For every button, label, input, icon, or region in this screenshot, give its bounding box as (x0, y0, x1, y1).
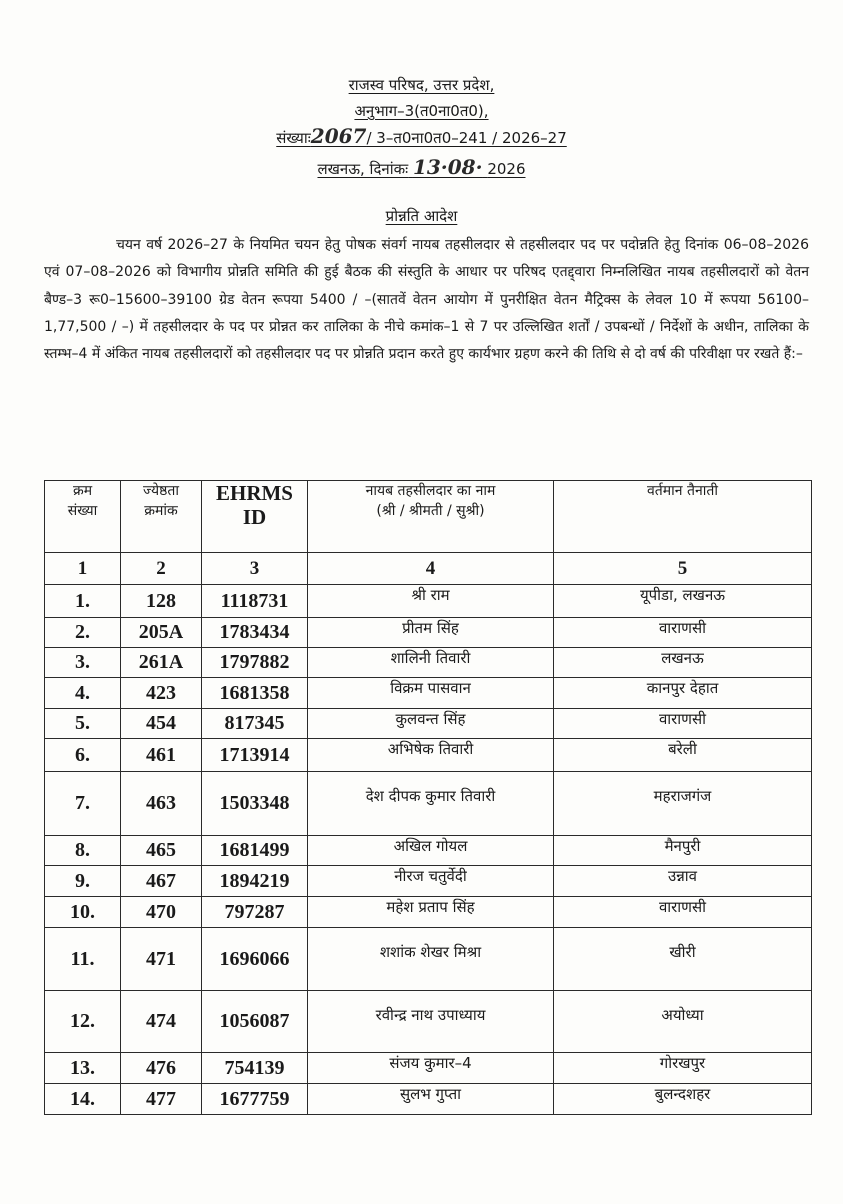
serial-number: 11. (45, 928, 121, 991)
current-posting: वाराणसी (554, 897, 812, 928)
promotion-table (44, 480, 812, 1115)
table-row (45, 866, 812, 897)
current-posting: गोरखपुर (554, 1053, 812, 1084)
reference-label: संख्याः (276, 129, 311, 147)
officer-name: संजय कुमार–4 (308, 1053, 554, 1084)
current-posting: वाराणसी (554, 618, 812, 648)
current-posting: उन्नाव (554, 866, 812, 897)
officer-name: सुलभ गुप्ता (308, 1084, 554, 1115)
table-row (45, 1084, 812, 1115)
seniority-number: 465 (121, 836, 202, 866)
order-title: प्रोन्नति आदेश (385, 207, 458, 225)
ehrms-id: 1696066 (202, 928, 308, 991)
seniority-number: 470 (121, 897, 202, 928)
ehrms-id: 1783434 (202, 618, 308, 648)
ehrms-id: 1677759 (202, 1084, 308, 1115)
handwritten-date: 13·08· (412, 155, 483, 179)
header-name (308, 481, 554, 553)
officer-name: विक्रम पासवान (308, 678, 554, 709)
table-row (45, 772, 812, 836)
header-name-line1: नायब तहसीलदार का नाम (365, 483, 496, 499)
officer-name: शशांक शेखर मिश्रा (308, 928, 554, 991)
serial-number: 8. (45, 836, 121, 866)
ehrms-id: 1681499 (202, 836, 308, 866)
table-row (45, 836, 812, 866)
table-row (45, 928, 812, 991)
officer-name: रवीन्द्र नाथ उपाध्याय (308, 991, 554, 1053)
seniority-number: 467 (121, 866, 202, 897)
date-year: 2026 (487, 160, 526, 178)
header-serial-number (45, 481, 121, 553)
current-posting: कानपुर देहात (554, 678, 812, 709)
ehrms-id: 754139 (202, 1053, 308, 1084)
table-row (45, 648, 812, 678)
issue-date-line (317, 155, 526, 179)
seniority-number: 476 (121, 1053, 202, 1084)
ehrms-id: 1894219 (202, 866, 308, 897)
seniority-number: 474 (121, 991, 202, 1053)
serial-number: 9. (45, 866, 121, 897)
current-posting: मैनपुरी (554, 836, 812, 866)
current-posting: बुलन्दशहर (554, 1084, 812, 1115)
ehrms-id: 1056087 (202, 991, 308, 1053)
serial-number: 6. (45, 739, 121, 772)
header-serial-line2: संख्या (67, 503, 98, 519)
column-number: 4 (308, 553, 554, 585)
section-name (0, 101, 843, 120)
handwritten-number: 2067 (310, 124, 367, 148)
column-number-row (45, 553, 812, 585)
seniority-number: 477 (121, 1084, 202, 1115)
seniority-number: 128 (121, 585, 202, 618)
table-row (45, 709, 812, 739)
serial-number: 3. (45, 648, 121, 678)
serial-number: 7. (45, 772, 121, 836)
officer-name: कुलवन्त सिंह (308, 709, 554, 739)
header-seniority-line1: ज्येष्ठता (143, 483, 179, 499)
column-number: 1 (45, 553, 121, 585)
serial-number: 5. (45, 709, 121, 739)
officer-name: अभिषेक तिवारी (308, 739, 554, 772)
office-name-text: राजस्व परिषद, उत्तर प्रदेश, (348, 76, 495, 94)
seniority-number: 463 (121, 772, 202, 836)
officer-name: श्री राम (308, 585, 554, 618)
order-body-text: चयन वर्ष 2026–27 के नियमित चयन हेतु पोषक संवर्ग नायब तहसीलदार से तहसीलदार पद पर पदोन्नति हेतु दिनांक 06–08–2026 एवं 07–08–2026 को विभागीय प्रोन्नति समिति की हुई बैठक की संस्तुति के आधार पर परिषद एतद्द्वारा निम्नलिखित नायब तहसीलदारों को वेतन बैण्ड–3 रू0–15600–39100 ग्रेड वेतन रूपया 5400 / –(सातवें वेतन आयोग में पुनरीक्षित वेतन मैट्रिक्स के लेवल 10 में रूपया 56100–1,77,500 / –) में तहसीलदार के पद पर प्रोन्नत कर तालिका के नीचे कमांक–1 से 7 पर उल्लिखित शर्तों / उपबन्धों / निर्देशों के अधीन, तालिका के स्तम्भ–4 में अंकित नायब तहसीलदारों को तहसीलदार पद पर प्रोन्नति प्रदान करते हुए कार्यभार ग्रहण करने की तिथि से दो वर्ष की परिवीक्षा पर रखते हैं:– (44, 237, 809, 363)
header-posting (554, 481, 812, 553)
table-row (45, 991, 812, 1053)
officer-name: प्रीतम सिंह (308, 618, 554, 648)
serial-number: 1. (45, 585, 121, 618)
current-posting: यूपीडा, लखनऊ (554, 585, 812, 618)
section-name-text: अनुभाग–3(त0ना0त0), (354, 102, 489, 120)
order-body (44, 232, 809, 368)
header-name-line2: (श्री / श्रीमती / सुश्री) (376, 503, 485, 519)
serial-number: 13. (45, 1053, 121, 1084)
office-name (0, 75, 843, 94)
current-posting: अयोध्या (554, 991, 812, 1053)
current-posting: लखनऊ (554, 648, 812, 678)
current-posting: खीरी (554, 928, 812, 991)
serial-number: 14. (45, 1084, 121, 1115)
header-seniority (121, 481, 202, 553)
reference-number-line (276, 124, 567, 148)
serial-number: 4. (45, 678, 121, 709)
seniority-number: 423 (121, 678, 202, 709)
table-row (45, 739, 812, 772)
table-row (45, 897, 812, 928)
seniority-number: 461 (121, 739, 202, 772)
reference-rest: / 3–त0ना0त0–241 / 2026–27 (366, 129, 567, 147)
seniority-number: 205A (121, 618, 202, 648)
table-row (45, 585, 812, 618)
date-label: लखनऊ, दिनांकः (317, 160, 409, 178)
table-row (45, 618, 812, 648)
ehrms-id: 1797882 (202, 648, 308, 678)
seniority-number: 471 (121, 928, 202, 991)
header-serial-line1: क्रम (72, 483, 93, 499)
officer-name: नीरज चतुर्वेदी (308, 866, 554, 897)
table-row (45, 678, 812, 709)
header-ehrms-line2: ID (242, 505, 267, 529)
current-posting: बरेली (554, 739, 812, 772)
serial-number: 10. (45, 897, 121, 928)
serial-number: 2. (45, 618, 121, 648)
officer-name: देश दीपक कुमार तिवारी (308, 772, 554, 836)
ehrms-id: 1713914 (202, 739, 308, 772)
ehrms-id: 1681358 (202, 678, 308, 709)
issue-date (0, 155, 843, 179)
seniority-number: 261A (121, 648, 202, 678)
header-posting-line1: वर्तमान तैनाती (647, 483, 718, 499)
serial-number: 12. (45, 991, 121, 1053)
officer-name: अखिल गोयल (308, 836, 554, 866)
header-row (45, 481, 812, 553)
officer-name: महेश प्रताप सिंह (308, 897, 554, 928)
header-seniority-line2: क्रमांक (144, 503, 178, 519)
column-number: 5 (554, 553, 812, 585)
current-posting: वाराणसी (554, 709, 812, 739)
seniority-number: 454 (121, 709, 202, 739)
header-ehrms-line1: EHRMS (215, 481, 293, 505)
reference-number (0, 124, 843, 148)
current-posting: महराजगंज (554, 772, 812, 836)
officer-name: शालिनी तिवारी (308, 648, 554, 678)
ehrms-id: 817345 (202, 709, 308, 739)
ehrms-id: 797287 (202, 897, 308, 928)
ehrms-id: 1118731 (202, 585, 308, 618)
header-ehrms-id (202, 481, 308, 553)
column-number: 2 (121, 553, 202, 585)
column-number: 3 (202, 553, 308, 585)
table-row (45, 1053, 812, 1084)
ehrms-id: 1503348 (202, 772, 308, 836)
